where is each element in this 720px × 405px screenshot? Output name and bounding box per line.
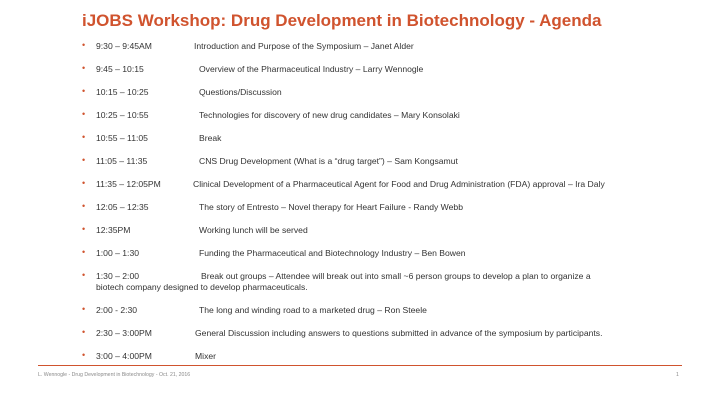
agenda-time: 2:00 - 2:30 [96,305,138,315]
agenda-description: Mixer [195,351,217,361]
agenda-time: 1:30 – 2:00 [96,271,140,281]
bullet-icon: • [82,350,86,360]
agenda-time: 10:55 – 11:05 [96,133,148,143]
agenda-time: 9:30 – 9:45AM [96,41,152,51]
agenda-description: Break out groups – Attendee will break out into small ~6 person groups to develop a plan to organize a [201,271,591,281]
agenda-description: Working lunch will be served [199,225,308,235]
agenda-time: 11:35 – 12:05PM [96,179,161,189]
bullet-icon: • [82,270,86,280]
agenda-description: Break [199,133,222,143]
agenda-description: Overview of the Pharmaceutical Industry – Larry Wennogle [199,64,424,74]
page-number: 1 [676,372,679,378]
bullet-icon: • [82,109,86,119]
agenda-time: 1:00 – 1:30 [96,248,140,258]
agenda-time: 9:45 – 10:15 [96,64,144,74]
footer-divider [38,365,682,366]
agenda-description: The long and winding road to a marketed drug – Ron Steele [199,305,427,315]
agenda-description: Questions/Discussion [199,87,282,97]
bullet-icon: • [82,40,86,50]
agenda-description: The story of Entresto – Novel therapy for Heart Failure - Randy Webb [199,202,463,212]
agenda-time: 3:00 – 4:00PM [96,351,152,361]
bullet-icon: • [82,327,86,337]
bullet-icon: • [82,155,86,165]
agenda-description: Funding the Pharmaceutical and Biotechnology Industry – Ben Bowen [199,248,466,258]
agenda-time: 12:05 – 12:35 [96,202,149,212]
agenda-time: 10:15 – 10:25 [96,87,149,97]
agenda-description: General Discussion including answers to questions submitted in advance of the symposium by participants. [195,328,603,338]
bullet-icon: • [82,86,86,96]
footer-text: L. Wennogle - Drug Development in Biotechnology - Oct. 21, 2016 [38,372,191,378]
agenda-description: Introduction and Purpose of the Symposium – Janet Alder [194,41,414,51]
bullet-icon: • [82,201,86,211]
agenda-description: Clinical Development of a Pharmaceutical Agent for Food and Drug Administration (FDA) approval – Ira Daly [193,179,605,189]
bullet-icon: • [82,247,86,257]
agenda-description: Technologies for discovery of new drug candidates – Mary Konsolaki [199,110,460,120]
bullet-icon: • [82,63,86,73]
bullet-icon: • [82,178,86,188]
agenda-description: CNS Drug Development (What is a “drug target”) – Sam Kongsamut [199,156,458,166]
agenda-time: 11:05 – 11:35 [96,156,148,166]
slide-title: iJOBS Workshop: Drug Development in Biotechnology - Agenda [82,11,602,30]
agenda-time: 10:25 – 10:55 [96,110,149,120]
agenda-time: 2:30 – 3:00PM [96,328,152,338]
bullet-icon: • [82,304,86,314]
bullet-icon: • [82,224,86,234]
agenda-description-continued: biotech company designed to develop pharmaceuticals. [96,282,308,292]
agenda-time: 12:35PM [96,225,131,235]
bullet-icon: • [82,132,86,142]
